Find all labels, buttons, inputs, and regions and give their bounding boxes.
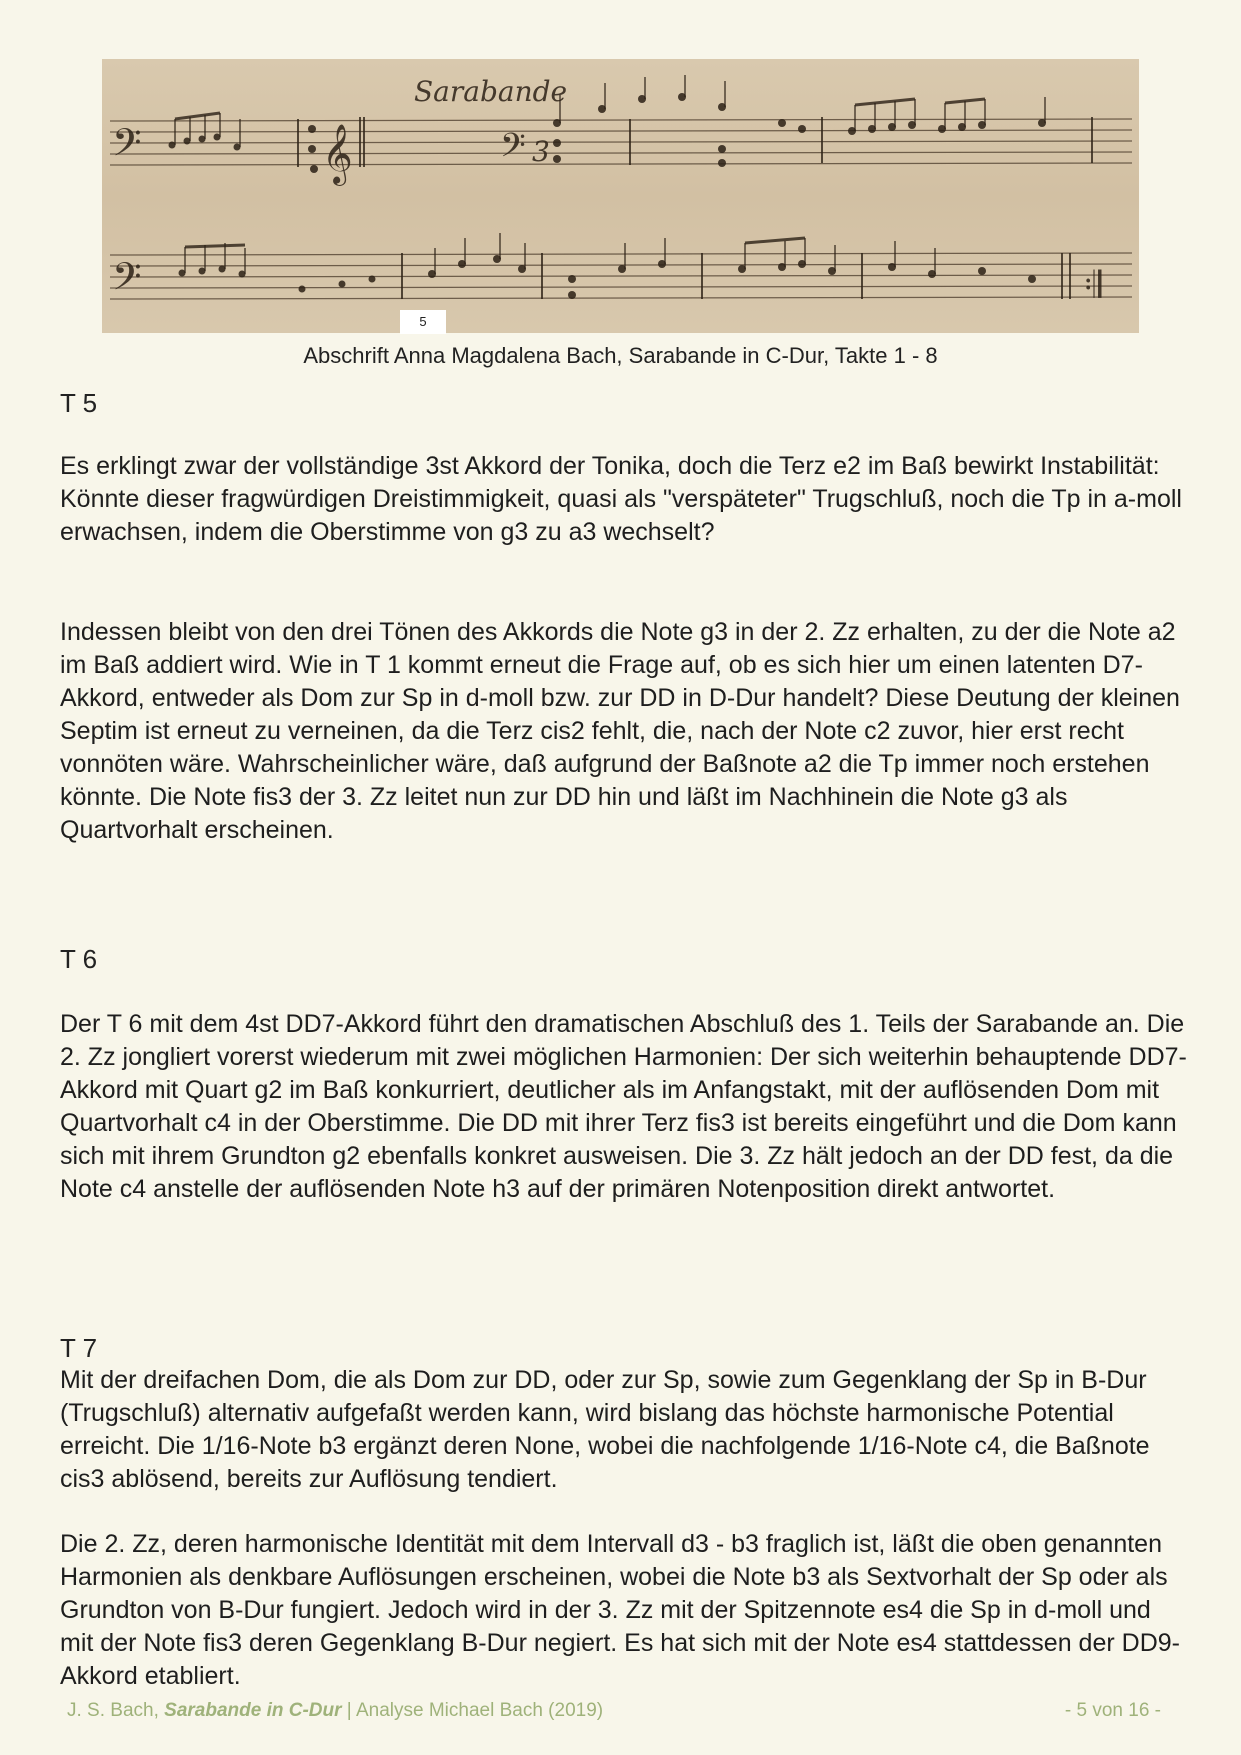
paragraph-t7-2: Die 2. Zz, deren harmonische Identität mit dem Intervall d3 - b3 fraglich ist, läßt die oben genannten Harmonien als denkbare Auflösungen erscheinen, wobei die Note b3 als Sextvorhalt der Sp oder als Grundton von B-Dur fungiert. Jedoch wird in der 3. Zz mit der Spitzennote es4 die Sp in d-moll und mit der Note fis3 deren Gegenklang B-Dur negiert. Es hat sich mit der Note es4 stattdessen der DD9-Akkord etabliert. [60,1530,1180,1690]
paragraph-t6-1: Der T 6 mit dem 4st DD7-Akkord führt den dramatischen Abschluß des 1. Teils der Sarabande an. Die 2. Zz jongliert vorerst wiederum mit zwei möglichen Harmonien: Der sich weiterhin behauptende DD7-Akkord mit Quart g2 im Baß konkurriert, deutlicher als im Anfangstakt, mit der auflösenden Dom mit Quartvorhalt c4 in der Oberstimme. Die DD mit ihrer Terz fis3 ist bereits eingeführt und die Dom kann sich mit ihrem Grundton g2 ebenfalls konkret ausweisen. Die 3. Zz hält jedoch an der DD fest, da die Note c4 anstelle der auflösenden Note h3 auf der primären Notenposition direkt antwortet. [60,1010,1187,1203]
paragraph-t5-1: Es erklingt zwar der vollständige 3st Akkord der Tonika, doch die Terz e2 im Baß bewirkt Instabilität: Könnte dieser fragwürdigen Dreistimmigkeit, quasi als "verspäteter" Trugschluß, noch die Tp in a-moll erwachsen, indem die Oberstimme von g3 zu a3 wechselt? [60,452,1182,546]
paragraph-t5-2: Indessen bleibt von den drei Tönen des Akkords die Note g3 in der 2. Zz erhalten, zu der die Note a2 im Baß addiert wird. Wie in T 1 kommt erneut die Frage auf, ob es sich hier um einen latenten D7-Akkord, entweder als Dom zur Sp in d-moll bzw. zur DD in D-Dur handelt? Diese Deutung der kleinen Septim ist erneut zu verneinen, da die Terz cis2 fehlt, die, nach der Note c2 zuvor, hier erst recht vonnöten wäre. Wahrscheinlicher wäre, daß aufgrund der Baßnote a2 die Tp immer noch erstehen könnte. Die Note fis3 der 3. Zz leitet nun zur DD hin und läßt im Nachhinein die Note g3 als Quartvorhalt erscheinen. [60,618,1180,844]
manuscript-title: Sarabande [414,75,568,108]
section-heading-t5: T 5 [60,388,98,418]
svg-text:𝄢: 𝄢 [112,120,142,174]
section-heading-t7: T 7 [60,1333,98,1363]
svg-text:𝄞: 𝄞 [322,124,353,184]
footer-citation [67,1700,603,1722]
section-heading-t6: T 6 [60,944,98,974]
manuscript-image [102,59,1139,333]
footer-prefix: J. S. Bach, [67,1700,165,1721]
svg-text:𝄇: 𝄇 [1084,265,1102,306]
footer-suffix: | Analyse Michael Bach (2019) [341,1700,604,1721]
bar-number-label: 5 [400,310,446,334]
footer-work-title: Sarabande in C-Dur [164,1700,342,1721]
paragraph-t7-1: Mit der dreifachen Dom, die als Dom zur DD, oder zur Sp, sowie zum Gegenklang der Sp in B-Dur (Trugschluß) alternativ aufgefaßt werden kann, wird bislang das höchste harmonische Potential erreicht. Die 1/16-Note b3 ergänzt deren None, wobei die nachfolgende 1/16-Note c4, die Baßnote cis3 ablösend, bereits zur Auflösung tendiert. [60,1366,1150,1493]
svg-text:𝄢: 𝄢 [500,127,526,173]
svg-text:𝄢: 𝄢 [112,254,142,308]
page-number: - 5 von 16 - [1064,1700,1161,1721]
figure-caption: Abschrift Anna Magdalena Bach, Sarabande in C-Dur, Takte 1 - 8 [303,343,938,368]
svg-text:3: 3 [532,135,550,168]
manuscript-drawing [102,59,1139,333]
